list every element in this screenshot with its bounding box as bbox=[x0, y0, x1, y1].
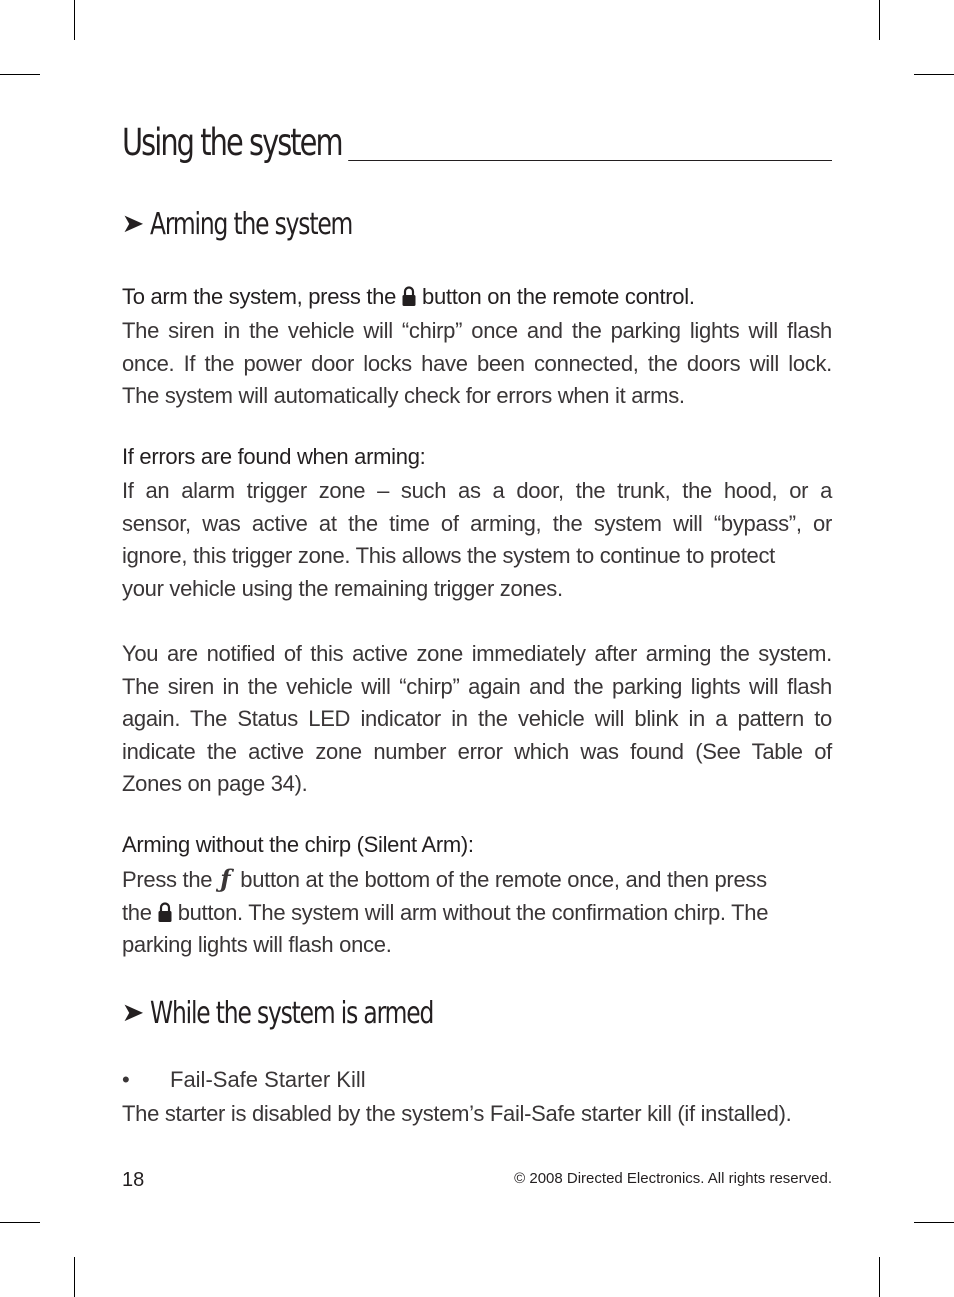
arming-instruction-text: To arm the system, press the bbox=[122, 284, 397, 309]
silent-arm-paragraph bbox=[122, 863, 832, 962]
section-heading-arming bbox=[122, 204, 409, 244]
page-title-text: Using the system bbox=[122, 121, 348, 164]
crop-mark bbox=[914, 74, 954, 75]
section-heading-text: While the system is armed bbox=[149, 995, 433, 1031]
arming-instruction bbox=[122, 284, 695, 310]
starter-kill-paragraph bbox=[122, 1098, 832, 1131]
section-heading-text: Arming the system bbox=[149, 206, 352, 242]
silent-arm-text: button at the bottom of the remote once, and then press bbox=[240, 867, 767, 892]
crop-mark bbox=[914, 1222, 954, 1223]
silent-arm-line: parking lights will flash once. bbox=[122, 932, 392, 957]
arming-paragraph: The siren in the vehicle will “chirp” once and the parking lights will flash once. If the power door locks have been connected, the doors will lock. The system will automatically check for errors when it arms. bbox=[122, 318, 832, 408]
silent-arm-subheading: Arming without the chirp (Silent Arm): bbox=[122, 832, 474, 857]
crop-mark bbox=[74, 0, 75, 40]
bullet-label: Fail-Safe Starter Kill bbox=[170, 1067, 366, 1092]
arrow-icon: ➤ bbox=[121, 998, 145, 1028]
errors-line: your vehicle using the remaining trigger zones. bbox=[122, 575, 563, 601]
errors-paragraph bbox=[122, 475, 832, 605]
crop-mark bbox=[0, 1222, 40, 1223]
silent-arm-line bbox=[122, 863, 832, 897]
errors-line: sensor, was active at the time of arming, the system will “bypass”, or bbox=[122, 510, 832, 536]
silent-arm-text: the bbox=[122, 899, 152, 925]
crop-mark bbox=[879, 0, 880, 40]
silent-arm-text: button. The system will arm without the confirmation chirp. The bbox=[177, 899, 769, 925]
silent-arm-line bbox=[122, 897, 832, 930]
section-heading-while-armed bbox=[122, 993, 513, 1033]
copyright: © 2008 Directed Electronics. All rights reserved. bbox=[514, 1170, 832, 1187]
notified-paragraph: You are notified of this active zone immediately after arming the system. The siren in the vehicle will “chirp” again and the parking lights will flash again. The Status LED indicator in the vehicle will blink in a pattern to indicate the active zone number error which was found (See Table of Zones on page 34). bbox=[122, 641, 832, 796]
list-item bbox=[122, 1067, 366, 1093]
errors-line: If an alarm trigger zone – such as a door, the trunk, the hood, or a bbox=[122, 478, 832, 503]
function-f-icon: ƒ bbox=[220, 864, 231, 893]
crop-mark bbox=[0, 74, 40, 75]
starter-kill-text: The starter is disabled by the system’s Fail-Safe starter kill (if installed). bbox=[122, 1101, 792, 1126]
lock-icon bbox=[158, 901, 172, 923]
crop-mark bbox=[879, 1257, 880, 1297]
arrow-icon: ➤ bbox=[121, 209, 145, 239]
lock-icon bbox=[402, 285, 416, 307]
page-title bbox=[122, 118, 832, 164]
arming-instruction-text: button on the remote control. bbox=[422, 284, 695, 309]
errors-line: ignore, this trigger zone. This allows the system to continue to protect bbox=[122, 543, 775, 568]
bullet-icon: • bbox=[122, 1067, 130, 1092]
crop-mark bbox=[74, 1257, 75, 1297]
silent-arm-text: Press the bbox=[122, 867, 213, 892]
errors-subheading: If errors are found when arming: bbox=[122, 444, 426, 469]
page-number: 18 bbox=[122, 1169, 145, 1191]
